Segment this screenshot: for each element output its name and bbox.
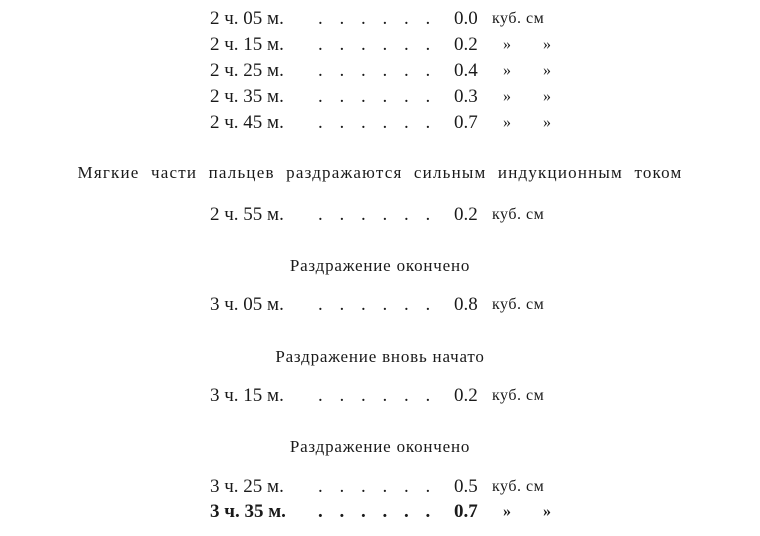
stimulation-start-note: Мягкие части пальцев раздражаются сильным индукционным током (77, 163, 683, 182)
leader-dots: . . . . . . (318, 34, 437, 55)
leader-dots: . . . . . . (318, 294, 437, 315)
stimulation-restart-note: Раздражение вновь начато (275, 347, 485, 366)
ditto-mark: » (503, 62, 511, 79)
time-cell: 3 ч. 15 м. (210, 385, 284, 406)
table-row (0, 499, 760, 525)
leader-dots: . . . . . . (318, 112, 437, 133)
ditto-mark: » (543, 62, 551, 79)
volume-value: 0.8 (454, 294, 478, 315)
time-cell: 2 ч. 15 м. (210, 34, 284, 55)
table-row (0, 110, 760, 136)
table-row (0, 383, 760, 409)
leader-dots: . . . . . . (318, 60, 437, 81)
volume-unit: куб. см (492, 10, 545, 27)
leader-dots: . . . . . . (318, 86, 437, 107)
ditto-mark: » (503, 503, 511, 520)
volume-value: 0.7 (454, 501, 478, 522)
volume-value: 0.3 (454, 86, 478, 107)
stimulation-end-note: Раздражение окончено (289, 437, 471, 456)
time-cell: 2 ч. 45 м. (210, 112, 284, 133)
time-cell: 2 ч. 35 м. (210, 86, 284, 107)
stimulation-end-note: Раздражение окончено (289, 256, 471, 275)
volume-unit: куб. см (492, 478, 545, 495)
volume-value: 0.7 (454, 112, 478, 133)
table-row (0, 474, 760, 500)
table-row (0, 202, 760, 228)
ditto-mark: » (503, 88, 511, 105)
volume-value: 0.4 (454, 60, 478, 81)
time-cell: 2 ч. 05 м. (210, 8, 284, 29)
time-cell: 2 ч. 25 м. (210, 60, 284, 81)
volume-value: 0.2 (454, 385, 478, 406)
leader-dots: . . . . . . (318, 8, 437, 29)
ditto-mark: » (543, 503, 551, 520)
leader-dots: . . . . . . (318, 385, 437, 406)
table-row (0, 58, 760, 84)
volume-value: 0.0 (454, 8, 478, 29)
volume-unit: куб. см (492, 206, 545, 223)
table-row (0, 6, 760, 32)
table-row (0, 84, 760, 110)
time-cell: 3 ч. 35 м. (210, 501, 286, 522)
volume-value: 0.2 (454, 34, 478, 55)
volume-value: 0.5 (454, 476, 478, 497)
table-row (0, 32, 760, 58)
time-cell: 3 ч. 05 м. (210, 294, 284, 315)
table-row (0, 292, 760, 318)
leader-dots: . . . . . . (318, 476, 437, 497)
volume-unit: куб. см (492, 387, 545, 404)
ditto-mark: » (503, 36, 511, 53)
ditto-mark: » (543, 36, 551, 53)
time-cell: 2 ч. 55 м. (210, 204, 284, 225)
ditto-mark: » (543, 88, 551, 105)
leader-dots: . . . . . . (318, 501, 437, 522)
leader-dots: . . . . . . (318, 204, 437, 225)
volume-unit: куб. см (492, 296, 545, 313)
time-cell: 3 ч. 25 м. (210, 476, 284, 497)
ditto-mark: » (543, 114, 551, 131)
volume-value: 0.2 (454, 204, 478, 225)
ditto-mark: » (503, 114, 511, 131)
